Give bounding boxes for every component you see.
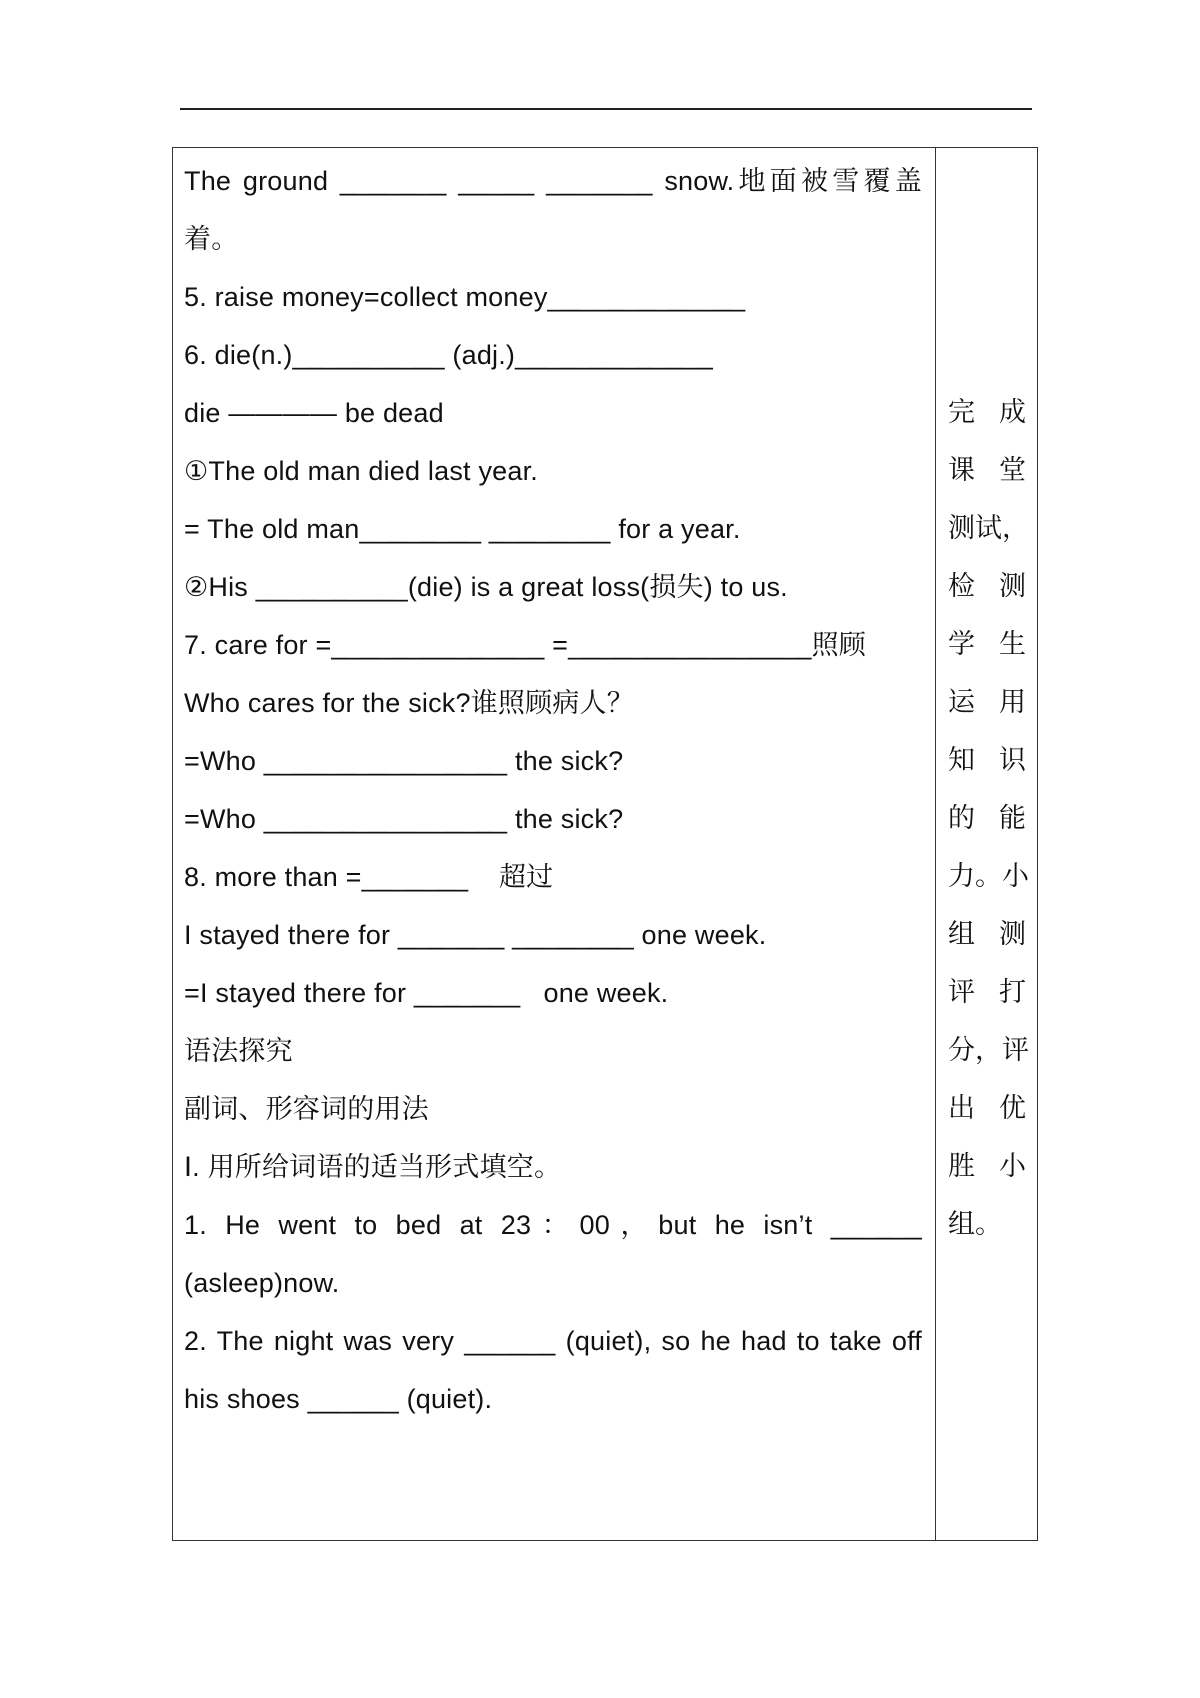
ground-snow-line-cont: 着。: [184, 224, 239, 254]
more-than-rewrite: =I stayed there for _______ one week.: [184, 978, 669, 1008]
exercise-1-cont: (asleep)now.: [184, 1268, 340, 1298]
more-than-example: I stayed there for _______ ________ one week.: [184, 920, 767, 950]
note-line: 组测: [948, 919, 1026, 950]
exercise-2-cont: his shoes ______ (quiet).: [184, 1384, 493, 1414]
more-than-item: 8. more than =_______ 超过: [184, 862, 554, 892]
grammar-heading: 语法探究: [184, 1036, 293, 1066]
note-line: 的能: [948, 803, 1026, 834]
note-line: 分，评: [948, 1035, 1029, 1066]
note-line: 力。小: [948, 861, 1029, 892]
die-be-dead-line: die ———— be dead: [184, 398, 444, 428]
care-for-rewrite-1: =Who ________________ the sick?: [184, 746, 624, 776]
note-line: 组。: [948, 1209, 1002, 1240]
note-line: 评打: [948, 977, 1026, 1008]
note-line: 检测: [948, 571, 1026, 602]
column-divider: [935, 148, 936, 1540]
die-forms-item: 6. die(n.)__________ (adj.)_____________: [184, 340, 713, 370]
note-line: 课堂: [948, 455, 1026, 486]
note-line: 知识: [948, 745, 1026, 776]
note-line: 出优: [948, 1093, 1026, 1124]
care-for-rewrite-2: =Who ________________ the sick?: [184, 804, 624, 834]
raise-money-item: 5. raise money=collect money_____________: [184, 282, 746, 312]
care-for-example: Who cares for the sick?谁照顾病人？: [184, 688, 634, 718]
worksheet-table: [172, 147, 1038, 1541]
note-line: 学生: [948, 629, 1026, 660]
example-1-rewrite: = The old man________ ________ for a year.: [184, 514, 741, 544]
example-2: ②His __________(die) is a great loss(损失) to us.: [184, 572, 788, 602]
note-line: 测试，: [948, 513, 1029, 544]
header-rule: [180, 108, 1032, 110]
note-line: 胜小: [948, 1151, 1026, 1182]
exercise-1: 1. He went to bed at 23：00，but he isn’t ______: [184, 1210, 922, 1240]
note-line: 运用: [948, 687, 1026, 718]
example-1: ①The old man died last year.: [184, 456, 538, 486]
ground-snow-line: The ground _______ _____ _______ snow.地面被雪覆盖: [184, 166, 922, 196]
grammar-topic: 副词、形容词的用法: [184, 1094, 429, 1124]
care-for-item: 7. care for =______________ =________________照顾: [184, 630, 866, 660]
exercise-instruction: Ⅰ. 用所给词语的适当形式填空。: [184, 1152, 562, 1182]
exercise-2: 2. The night was very ______ (quiet), so he had to take off: [184, 1326, 922, 1356]
note-line: 完成: [948, 397, 1026, 428]
